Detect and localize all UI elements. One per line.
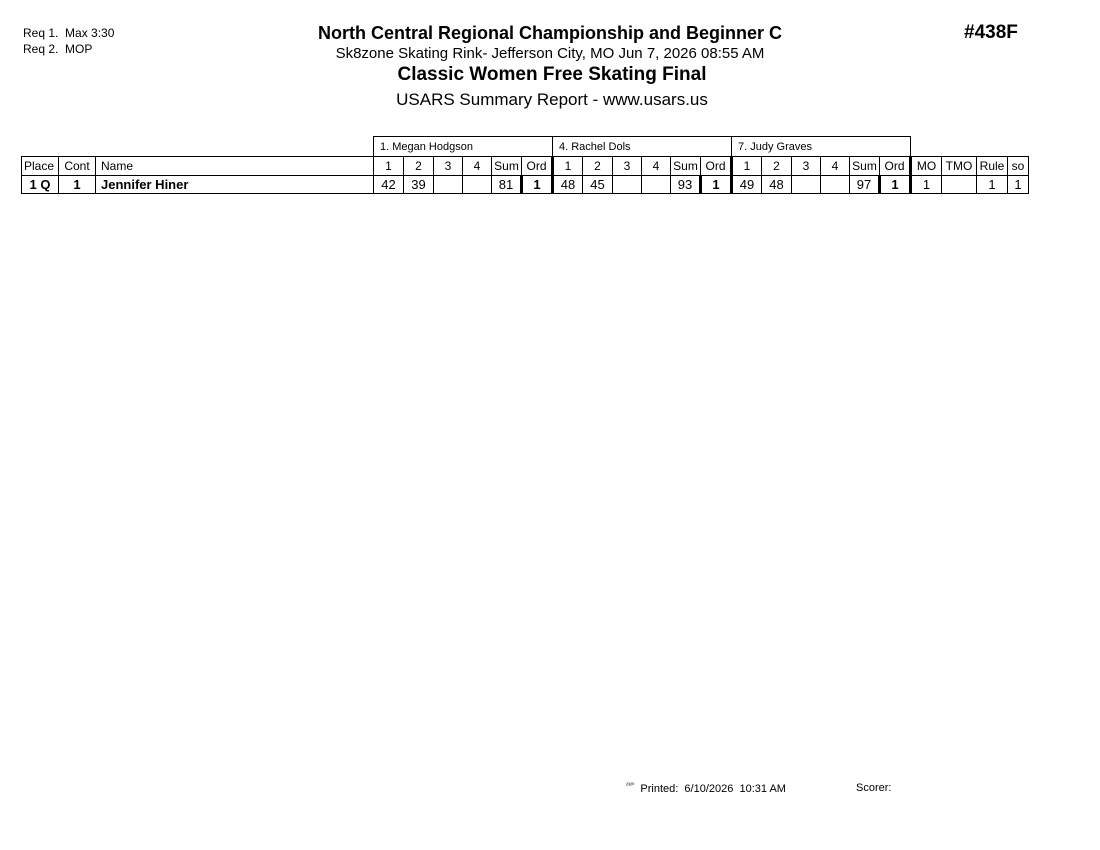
printed-timestamp: [626, 782, 786, 795]
j3-col-2: 2: [762, 157, 792, 176]
table-row: [22, 176, 1029, 194]
j1-score-2: 39: [404, 176, 434, 194]
competition-title: North Central Regional Championship and Beginner C: [317, 23, 783, 43]
j3-col-1: 1: [732, 157, 762, 176]
cont-cell: 1: [59, 176, 96, 194]
judge-3-name: 7. Judy Graves: [732, 137, 911, 157]
j2-ord: 1: [701, 176, 732, 194]
tmo-header: TMO: [942, 157, 977, 176]
j3-sum: 97: [850, 176, 880, 194]
j3-col-3: 3: [792, 157, 821, 176]
j2-score-4: [642, 176, 671, 194]
j2-sum: 93: [671, 176, 701, 194]
place-cell: 1 Q: [22, 176, 59, 194]
j3-score-1: 49: [732, 176, 762, 194]
judge-2-name: 4. Rachel Dols: [553, 137, 732, 157]
location-date: Sk8zone Skating Rink- Jefferson City, MO Jun 7, 2026 08:55 AM: [335, 45, 765, 62]
j2-col-4: 4: [642, 157, 671, 176]
j3-col-4: 4: [821, 157, 850, 176]
j2-col-sum: Sum: [671, 157, 701, 176]
so-cell: 1: [1008, 176, 1029, 194]
j2-score-3: [613, 176, 642, 194]
j1-col-4: 4: [463, 157, 492, 176]
event-name: Classic Women Free Skating Final: [397, 64, 707, 85]
j1-col-2: 2: [404, 157, 434, 176]
mo-header: MO: [911, 157, 942, 176]
j2-col-1: 1: [553, 157, 583, 176]
j2-score-1: 48: [553, 176, 583, 194]
j3-ord: 1: [880, 176, 911, 194]
event-number: #438F: [964, 22, 1018, 43]
printed-label: Printed: 6/10/2026 10:31 AM: [640, 783, 786, 795]
j2-col-ord: Ord: [701, 157, 732, 176]
skater-name: Jennifer Hiner: [96, 176, 374, 194]
j1-col-sum: Sum: [492, 157, 522, 176]
name-header: Name: [96, 157, 374, 176]
rule-cell: 1: [977, 176, 1008, 194]
j1-col-ord: Ord: [522, 157, 553, 176]
cont-header: Cont: [59, 157, 96, 176]
j1-score-1: 42: [374, 176, 404, 194]
j3-score-2: 48: [762, 176, 792, 194]
rule-header: Rule: [977, 157, 1008, 176]
j1-score-3: [434, 176, 463, 194]
j1-col-3: 3: [434, 157, 463, 176]
j3-score-4: [821, 176, 850, 194]
j3-col-ord: Ord: [880, 157, 911, 176]
print-code: ²³²⁰: [626, 783, 635, 789]
results-table: [21, 136, 1029, 194]
requirement-2: Req 2. MOP: [23, 42, 93, 56]
j3-score-3: [792, 176, 821, 194]
j2-col-3: 3: [613, 157, 642, 176]
scorer-label: Scorer:: [856, 782, 892, 794]
judge-1-name: 1. Megan Hodgson: [374, 137, 553, 157]
report-title: USARS Summary Report - www.usars.us: [396, 90, 708, 109]
mo-cell: 1: [911, 176, 942, 194]
j1-sum: 81: [492, 176, 522, 194]
place-header: Place: [22, 157, 59, 176]
j1-ord: 1: [522, 176, 553, 194]
judge-header-row: [22, 137, 1029, 157]
j3-col-sum: Sum: [850, 157, 880, 176]
requirement-1: Req 1. Max 3:30: [23, 26, 115, 40]
tmo-cell: [942, 176, 977, 194]
j1-score-4: [463, 176, 492, 194]
j2-col-2: 2: [583, 157, 613, 176]
column-header-row: [22, 157, 1029, 176]
j1-col-1: 1: [374, 157, 404, 176]
so-header: so: [1008, 157, 1029, 176]
j2-score-2: 45: [583, 176, 613, 194]
